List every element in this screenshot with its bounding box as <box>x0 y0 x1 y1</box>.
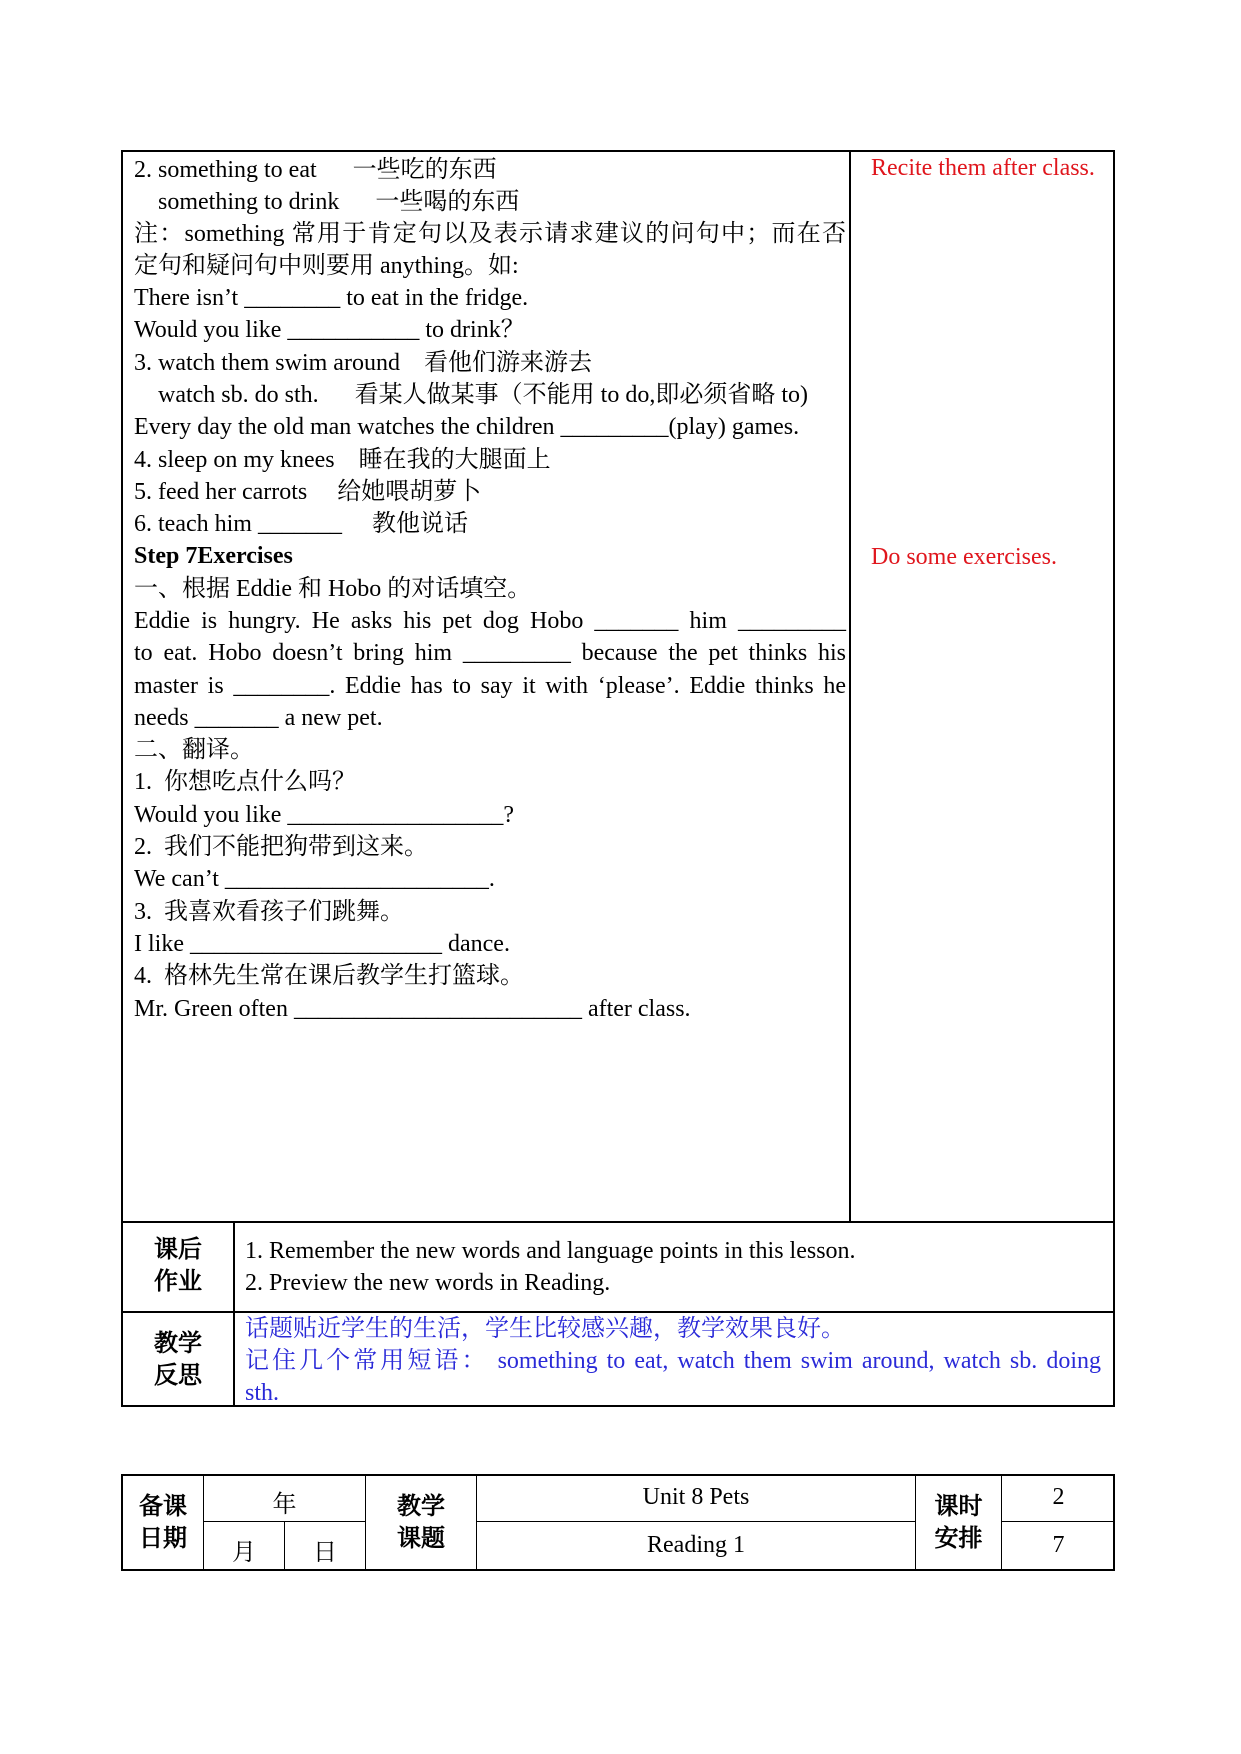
content-line: Eddie is hungry. He asks his pet dog Hobo _______ him _________ <box>134 608 846 634</box>
content-line: master is ________. Eddie has to say it with ‘please’. Eddie thinks he <box>134 673 846 699</box>
cell-divider <box>1001 1521 1115 1522</box>
year-cell: 年 <box>272 1492 297 1518</box>
period-count: 2 <box>1052 1484 1065 1510</box>
homework-label: 课后 作业 <box>154 1235 202 1295</box>
content-line: There isn’t ________ to eat in the fridge. <box>134 285 529 311</box>
content-line: I like _____________________ dance. <box>134 931 510 957</box>
recite-note: Recite them after class. <box>871 155 1095 181</box>
column-divider <box>849 150 851 1223</box>
reflection-line: sth. <box>245 1380 280 1406</box>
content-line: 3. 我喜欢看孩子们跳舞。 <box>134 899 404 925</box>
content-line: We can’t ______________________. <box>134 866 495 892</box>
lesson-title: Reading 1 <box>647 1532 745 1558</box>
reflection-line: 话题贴近学生的生活，学生比较感兴趣，教学效果良好。 <box>245 1316 845 1342</box>
content-line: 4. 格林先生常在课后教学生打篮球。 <box>134 963 524 989</box>
reflection-label: 教学 反思 <box>154 1329 202 1389</box>
unit-title: Unit 8 Pets <box>642 1484 750 1510</box>
content-line: Mr. Green often ________________________ after class. <box>134 996 691 1022</box>
content-line: 二、翻译。 <box>134 737 254 763</box>
content-line: 注：something 常用于肯定句以及表示请求建议的问句中；而在否 <box>134 221 846 247</box>
schedule-label: 课时 安排 <box>934 1492 983 1552</box>
content-line: Would you like ___________ to drink？ <box>134 317 525 343</box>
content-line: 2. 我们不能把狗带到这来。 <box>134 834 428 860</box>
row-divider <box>121 1221 1115 1223</box>
label-column-divider <box>233 1221 235 1407</box>
content-line: Would you like __________________? <box>134 802 515 828</box>
topic-label: 教学 课题 <box>397 1492 445 1552</box>
cell-divider <box>476 1521 915 1522</box>
day-cell: 日 <box>313 1540 337 1566</box>
reflection-line: 记住几个常用短语： something to eat, watch them swim around, watch sb. doing <box>245 1348 1101 1374</box>
exercise-note: Do some exercises. <box>871 544 1057 570</box>
content-line: 2. something to eat 一些吃的东西 <box>134 157 497 183</box>
prep-date-label: 备课 日期 <box>139 1492 187 1552</box>
homework-item: 2. Preview the new words in Reading. <box>245 1270 611 1296</box>
content-line: 一、根据 Eddie 和 Hobo 的对话填空。 <box>134 576 532 602</box>
homework-item: 1. Remember the new words and language points in this lesson. <box>245 1238 856 1264</box>
content-line: 5. feed her carrots 给她喂胡萝卜 <box>134 479 482 505</box>
content-line: watch sb. do sth. 看某人做某事（不能用 to do,即必须省略 to) <box>134 382 808 408</box>
content-line: Every day the old man watches the children _________(play) games. <box>134 414 800 440</box>
content-line: needs _______ a new pet. <box>134 705 383 731</box>
step-heading: Step 7Exercises <box>134 543 293 569</box>
content-line: to eat. Hobo doesn’t bring him _________ because the pet thinks his <box>134 640 846 666</box>
period-number: 7 <box>1052 1532 1065 1558</box>
content-line: 6. teach him _______ 教他说话 <box>134 511 468 537</box>
content-line: 3. watch them swim around 看他们游来游去 <box>134 350 592 376</box>
content-line: something to drink 一些喝的东西 <box>134 189 520 215</box>
content-line: 4. sleep on my knees 睡在我的大腿面上 <box>134 447 551 473</box>
content-line: 1. 你想吃点什么吗？ <box>134 769 356 795</box>
month-cell: 月 <box>232 1540 256 1566</box>
content-line: 定句和疑问句中则要用 anything。如: <box>134 253 519 279</box>
